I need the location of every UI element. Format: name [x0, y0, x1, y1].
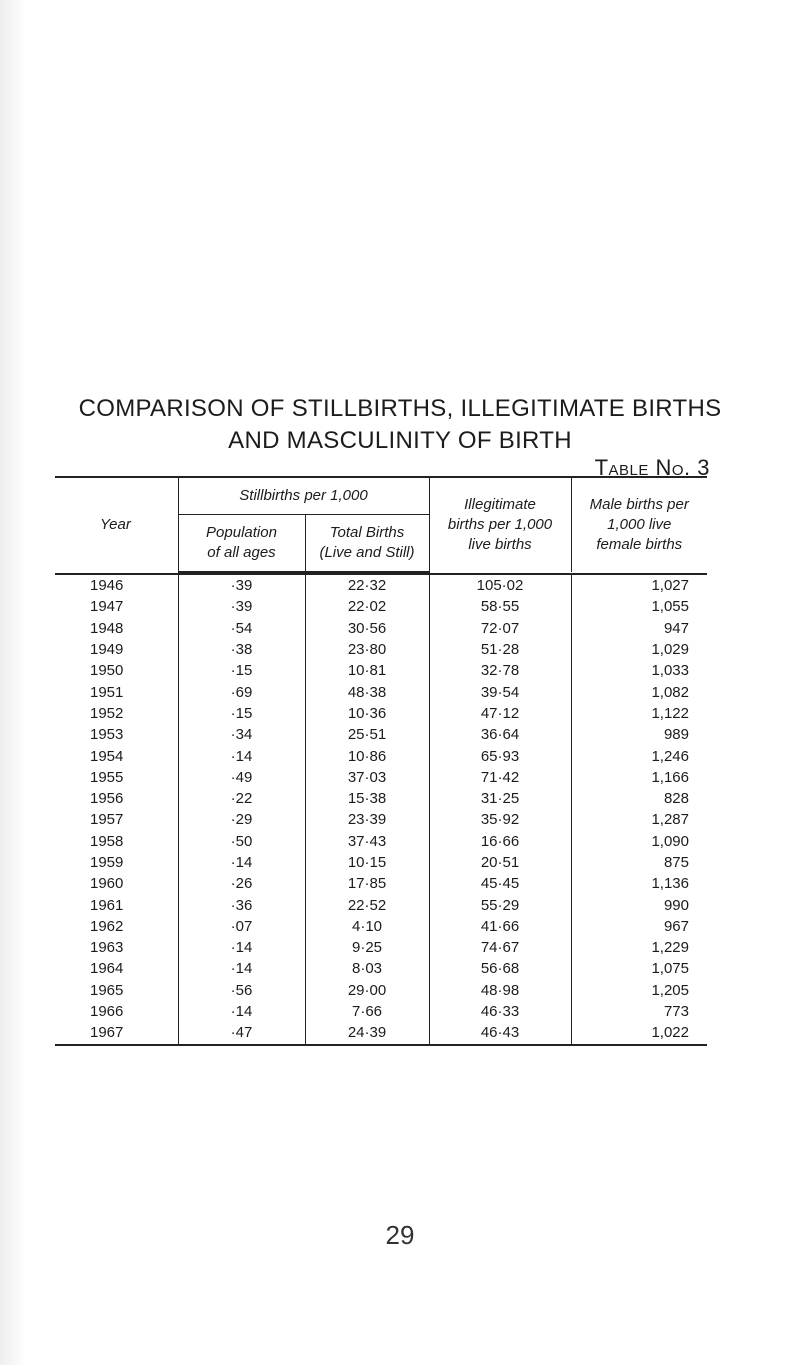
title-line-2: AND MASCULINITY OF BIRTH: [228, 427, 572, 454]
population-rate-cell: ·69: [178, 681, 305, 702]
illegitimate-rate-cell: 74·67: [429, 937, 571, 958]
population-rate-cell: ·26: [178, 873, 305, 894]
year-cell: 1955: [90, 768, 124, 786]
illegitimate-rate-cell: 47·12: [429, 703, 571, 724]
male-births-ratio-cell: 1,029: [571, 639, 707, 660]
table-row: [55, 703, 707, 724]
total-births-rate-cell: 25·51: [305, 724, 429, 745]
total-births-rate-cell: 9·25: [305, 937, 429, 958]
male-births-ratio-cell: 875: [571, 852, 707, 873]
table-row: [55, 958, 707, 979]
illegitimate-rate-cell: 105·02: [429, 574, 571, 596]
total-births-rate-cell: 15·38: [305, 788, 429, 809]
illegitimate-rate-cell: 58·55: [429, 596, 571, 617]
total-births-rate-cell: 23·39: [305, 809, 429, 830]
table-row: [55, 916, 707, 937]
header-stillbirths-group: Stillbirths per 1,000: [178, 477, 429, 515]
table-body: [55, 574, 707, 1045]
total-births-rate-cell: 10·36: [305, 703, 429, 724]
total-births-rate-cell: 7·66: [305, 1001, 429, 1022]
illegitimate-rate-cell: 48·98: [429, 980, 571, 1001]
year-cell: 1954: [90, 747, 124, 765]
illegitimate-rate-cell: 71·42: [429, 767, 571, 788]
illegitimate-rate-cell: 56·68: [429, 958, 571, 979]
illegitimate-rate-cell: 20·51: [429, 852, 571, 873]
population-rate-cell: ·14: [178, 1001, 305, 1022]
table-row: [55, 681, 707, 702]
table-row: [55, 937, 707, 958]
table-row: [55, 809, 707, 830]
page-edge-shadow: [0, 0, 26, 1365]
population-rate-cell: ·36: [178, 894, 305, 915]
illegitimate-rate-cell: 51·28: [429, 639, 571, 660]
total-births-rate-cell: 48·38: [305, 681, 429, 702]
header-total-births: Total Births (Live and Still): [305, 515, 429, 573]
year-cell: 1963: [90, 939, 124, 957]
total-births-rate-cell: 22·52: [305, 894, 429, 915]
illegitimate-rate-cell: 46·33: [429, 1001, 571, 1022]
table-row: [55, 639, 707, 660]
male-births-ratio-cell: 1,136: [571, 873, 707, 894]
total-births-rate-cell: 22·02: [305, 596, 429, 617]
male-births-ratio-cell: 1,082: [571, 681, 707, 702]
illegitimate-rate-cell: 32·78: [429, 660, 571, 681]
total-births-rate-cell: 24·39: [305, 1022, 429, 1044]
table-row: [55, 1001, 707, 1022]
year-cell: 1961: [90, 896, 124, 914]
male-births-ratio-cell: 1,055: [571, 596, 707, 617]
population-rate-cell: ·14: [178, 745, 305, 766]
illegitimate-rate-cell: 45·45: [429, 873, 571, 894]
total-births-rate-cell: 17·85: [305, 873, 429, 894]
table-row: [55, 831, 707, 852]
births-comparison-table: [55, 476, 707, 1046]
illegitimate-rate-cell: 31·25: [429, 788, 571, 809]
table-number: Table No. 3: [594, 455, 710, 480]
population-rate-cell: ·39: [178, 596, 305, 617]
population-rate-cell: ·15: [178, 703, 305, 724]
male-births-ratio-cell: 1,075: [571, 958, 707, 979]
population-rate-cell: ·14: [178, 958, 305, 979]
male-births-ratio-cell: 990: [571, 894, 707, 915]
table-row: [55, 660, 707, 681]
illegitimate-rate-cell: 65·93: [429, 745, 571, 766]
year-cell: 1951: [90, 683, 124, 701]
year-cell: 1962: [90, 917, 124, 935]
table-row: [55, 745, 707, 766]
male-births-ratio-cell: 989: [571, 724, 707, 745]
year-cell: 1959: [90, 854, 124, 871]
total-births-rate-cell: 29·00: [305, 980, 429, 1001]
male-births-ratio-cell: 1,246: [571, 745, 707, 766]
year-cell: 1950: [90, 662, 124, 680]
population-rate-cell: ·14: [178, 937, 305, 958]
table-row: [55, 788, 707, 809]
male-births-ratio-cell: 967: [571, 916, 707, 937]
illegitimate-rate-cell: 46·43: [429, 1022, 571, 1044]
total-births-rate-cell: 4·10: [305, 916, 429, 937]
population-rate-cell: ·54: [178, 618, 305, 639]
table-row: [55, 574, 707, 596]
year-cell: 1953: [90, 726, 124, 744]
population-rate-cell: ·39: [178, 574, 305, 596]
population-rate-cell: ·50: [178, 831, 305, 852]
year-cell: 1956: [90, 790, 124, 808]
illegitimate-rate-cell: 55·29: [429, 894, 571, 915]
illegitimate-rate-cell: 72·07: [429, 618, 571, 639]
illegitimate-rate-cell: 36·64: [429, 724, 571, 745]
year-cell: 1958: [90, 832, 124, 850]
table-row: [55, 596, 707, 617]
male-births-ratio-cell: 1,022: [571, 1022, 707, 1044]
year-cell: 1964: [90, 960, 124, 978]
population-rate-cell: ·56: [178, 980, 305, 1001]
male-births-ratio-cell: 828: [571, 788, 707, 809]
total-births-rate-cell: 10·15: [305, 852, 429, 873]
male-births-ratio-cell: 947: [571, 618, 707, 639]
population-rate-cell: ·07: [178, 916, 305, 937]
male-births-ratio-cell: 1,205: [571, 980, 707, 1001]
male-births-ratio-cell: 1,166: [571, 767, 707, 788]
title-line-1: COMPARISON OF STILLBIRTHS, ILLEGITIMATE BIRTHS: [78, 395, 722, 422]
header-year: Year: [55, 477, 178, 572]
male-births-ratio-cell: 1,090: [571, 831, 707, 852]
table-row: [55, 618, 707, 639]
year-cell: 1966: [90, 1003, 124, 1021]
male-births-ratio-cell: 1,287: [571, 809, 707, 830]
total-births-rate-cell: 30·56: [305, 618, 429, 639]
population-rate-cell: ·14: [178, 852, 305, 873]
page-number: 29: [385, 1220, 415, 1250]
year-cell: 1948: [90, 619, 124, 637]
total-births-rate-cell: 22·32: [305, 574, 429, 596]
total-births-rate-cell: 23·80: [305, 639, 429, 660]
table-row: [55, 1022, 707, 1044]
male-births-ratio-cell: 1,229: [571, 937, 707, 958]
illegitimate-rate-cell: 35·92: [429, 809, 571, 830]
year-cell: 1960: [90, 875, 124, 893]
table-row: [55, 894, 707, 915]
header-male-births: Male births per 1,000 live female births: [571, 477, 707, 572]
year-cell: 1967: [55, 1022, 178, 1044]
total-births-rate-cell: 8·03: [305, 958, 429, 979]
population-rate-cell: ·15: [178, 660, 305, 681]
year-cell: 1947: [90, 598, 124, 616]
population-rate-cell: ·34: [178, 724, 305, 745]
population-rate-cell: ·22: [178, 788, 305, 809]
year-cell: 1957: [90, 811, 124, 829]
year-cell: 1949: [90, 641, 124, 659]
year-cell: 1952: [90, 704, 124, 722]
population-rate-cell: ·29: [178, 809, 305, 830]
header-population: Population of all ages: [178, 515, 305, 573]
total-births-rate-cell: 37·43: [305, 831, 429, 852]
table-row: [55, 767, 707, 788]
male-births-ratio-cell: 1,033: [571, 660, 707, 681]
table-row: [55, 852, 707, 873]
year-cell: 1946: [90, 577, 124, 595]
population-rate-cell: ·47: [178, 1022, 305, 1044]
total-births-rate-cell: 10·81: [305, 660, 429, 681]
illegitimate-rate-cell: 16·66: [429, 831, 571, 852]
table-row: [55, 724, 707, 745]
table-row: [55, 980, 707, 1001]
header-illegitimate: Illegitimate births per 1,000 live births: [429, 477, 571, 572]
table-row: [55, 873, 707, 894]
year-cell: 1965: [90, 981, 124, 999]
population-rate-cell: ·38: [178, 639, 305, 660]
illegitimate-rate-cell: 41·66: [429, 916, 571, 937]
male-births-ratio-cell: 773: [571, 1001, 707, 1022]
total-births-rate-cell: 10·86: [305, 745, 429, 766]
population-rate-cell: ·49: [178, 767, 305, 788]
male-births-ratio-cell: 1,027: [571, 574, 707, 596]
illegitimate-rate-cell: 39·54: [429, 681, 571, 702]
total-births-rate-cell: 37·03: [305, 767, 429, 788]
male-births-ratio-cell: 1,122: [571, 703, 707, 724]
